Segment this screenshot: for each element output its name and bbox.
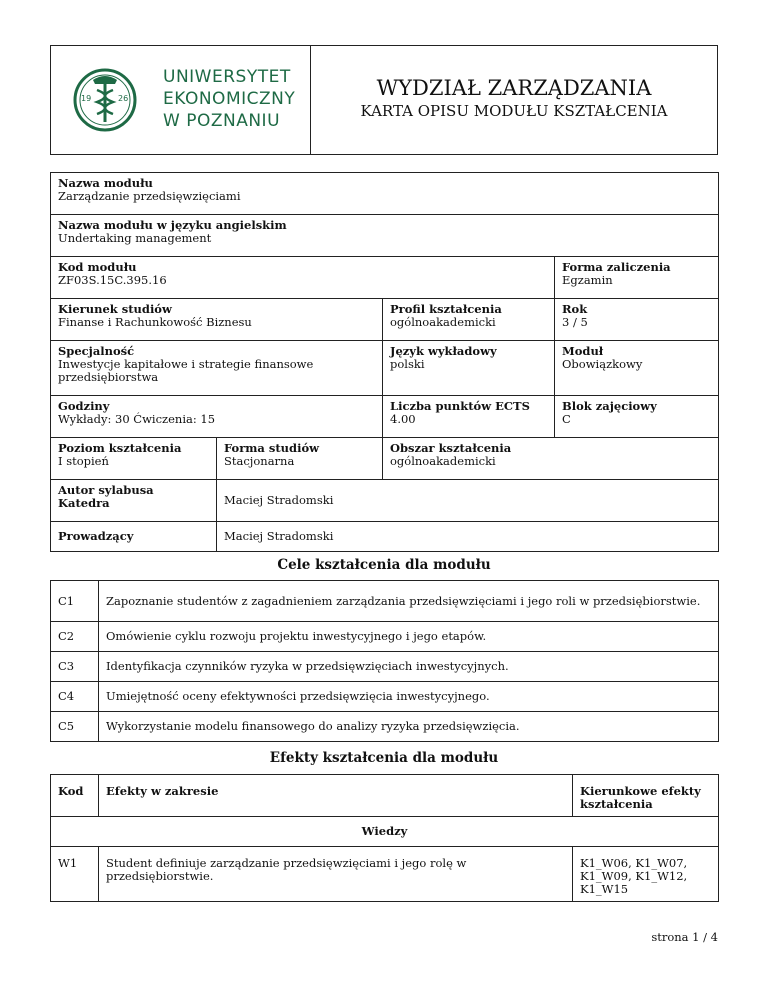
- row-field: [51, 299, 719, 341]
- lecturer-value: Maciej Stradomski: [224, 529, 334, 543]
- author-value: Maciej Stradomski: [224, 493, 334, 507]
- university-line-1: UNIWERSYTET: [163, 67, 291, 87]
- col-code-header: Kod: [51, 775, 99, 817]
- col-scope-header: Efekty w zakresie: [99, 775, 573, 817]
- outcome-code: W1: [51, 847, 99, 902]
- level-value: I stopień: [58, 454, 109, 468]
- module-code-value: ZF03S.15C.395.16: [58, 273, 167, 287]
- outcomes-table: [50, 774, 719, 902]
- module-type-value: Obowiązkowy: [562, 357, 643, 371]
- university-line-3: W POZNANIU: [163, 111, 281, 131]
- outcome-refs: K1_W06, K1_W07, K1_W09, K1_W12, K1_W15: [573, 847, 719, 902]
- outcomes-header-row: [51, 775, 719, 817]
- study-form-label: Forma studiów: [224, 441, 320, 455]
- specialty-value: Inwestycje kapitałowe i strategie finansowe przedsiębiorstwa: [58, 357, 314, 384]
- goal-code: C3: [51, 652, 99, 682]
- module-name-en-label: Nazwa modułu w języku angielskim: [58, 218, 287, 232]
- row-module-name-en: [51, 215, 719, 257]
- outcome-row: [51, 847, 719, 902]
- hours-value: Wykłady: 30 Ćwiczenia: 15: [58, 412, 216, 426]
- ects-value: 4.00: [390, 412, 416, 426]
- goal-code: C2: [51, 622, 99, 652]
- module-info-table: [50, 172, 719, 552]
- block-value: C: [562, 412, 571, 426]
- level-label: Poziom kształcenia: [58, 441, 182, 455]
- hours-label: Godziny: [58, 399, 110, 413]
- outcomes-title: Efekty kształcenia dla modułu: [269, 750, 499, 766]
- goal-row: [51, 581, 719, 622]
- goals-table: [50, 580, 719, 742]
- goal-row: [51, 652, 719, 682]
- profile-label: Profil kształcenia: [390, 302, 502, 316]
- seal-year-right: 26: [118, 94, 129, 103]
- goal-code: C5: [51, 712, 99, 742]
- goal-text: Umiejętność oceny efektywności przedsięwzięcia inwestycyjnego.: [99, 682, 719, 712]
- header-box: [50, 45, 718, 155]
- language-label: Język wykładowy: [390, 344, 497, 358]
- specialty-label: Specjalność: [58, 344, 135, 358]
- field-value: Finanse i Rachunkowość Biznesu: [58, 315, 252, 329]
- author-label: Autor sylabusa: [58, 483, 154, 497]
- seal-year-left: 19: [81, 94, 92, 103]
- outcomes-group-row: [51, 817, 719, 847]
- assessment-label: Forma zaliczenia: [562, 260, 671, 274]
- module-code-label: Kod modułu: [58, 260, 137, 274]
- goals-title: Cele kształcenia dla modułu: [277, 557, 491, 573]
- department-label: Katedra: [58, 496, 110, 510]
- goal-row: [51, 682, 719, 712]
- university-name: [163, 66, 295, 132]
- goal-row: [51, 622, 719, 652]
- faculty-title: WYDZIAŁ ZARZĄDZANIA: [376, 76, 652, 100]
- module-name-en-value: Undertaking management: [58, 231, 212, 245]
- year-label: Rok: [562, 302, 588, 316]
- page-number: strona 1 / 4: [651, 930, 718, 944]
- area-value: ogólnoakademicki: [390, 454, 496, 468]
- university-line-2: EKONOMICZNY: [163, 89, 296, 109]
- goal-text: Wykorzystanie modelu finansowego do analizy ryzyka przedsięwzięcia.: [99, 712, 719, 742]
- row-lecturer: [51, 522, 719, 552]
- logo-area: [51, 46, 311, 154]
- goal-code: C4: [51, 682, 99, 712]
- assessment-value: Egzamin: [562, 273, 613, 287]
- row-author: [51, 480, 719, 522]
- card-title: KARTA OPISU MODUŁU KSZTAŁCENIA: [360, 102, 668, 120]
- year-value: 3 / 5: [562, 315, 588, 329]
- ects-label: Liczba punktów ECTS: [390, 399, 530, 413]
- module-name-value: Zarządzanie przedsięwzięciami: [58, 189, 241, 203]
- group-knowledge: Wiedzy: [51, 817, 719, 847]
- field-label: Kierunek studiów: [58, 302, 172, 316]
- module-type-label: Moduł: [562, 344, 604, 358]
- study-form-value: Stacjonarna: [224, 454, 295, 468]
- row-level: [51, 438, 719, 480]
- goal-text: Zapoznanie studentów z zagadnieniem zarządzania przedsięwzięciami i jego roli w przedsiębiorstwie.: [99, 581, 719, 622]
- language-value: polski: [390, 357, 425, 371]
- module-name-label: Nazwa modułu: [58, 176, 153, 190]
- goal-text: Omówienie cyklu rozwoju projektu inwestycyjnego i jego etapów.: [99, 622, 719, 652]
- row-specialty: [51, 341, 719, 396]
- row-code: [51, 257, 719, 299]
- goal-code: C1: [51, 581, 99, 622]
- profile-value: ogólnoakademicki: [390, 315, 496, 329]
- row-hours: [51, 396, 719, 438]
- row-module-name: [51, 173, 719, 215]
- block-label: Blok zajęciowy: [562, 399, 657, 413]
- goal-text: Identyfikacja czynników ryzyka w przedsięwzięciach inwestycyjnych.: [99, 652, 719, 682]
- lecturer-label: Prowadzący: [58, 529, 134, 543]
- outcome-text: Student definiuje zarządzanie przedsięwzięciami i jego rolę w przedsiębiorstwie.: [99, 847, 573, 902]
- area-label: Obszar kształcenia: [390, 441, 512, 455]
- col-directional-header: Kierunkowe efekty kształcenia: [573, 775, 719, 817]
- goal-row: [51, 712, 719, 742]
